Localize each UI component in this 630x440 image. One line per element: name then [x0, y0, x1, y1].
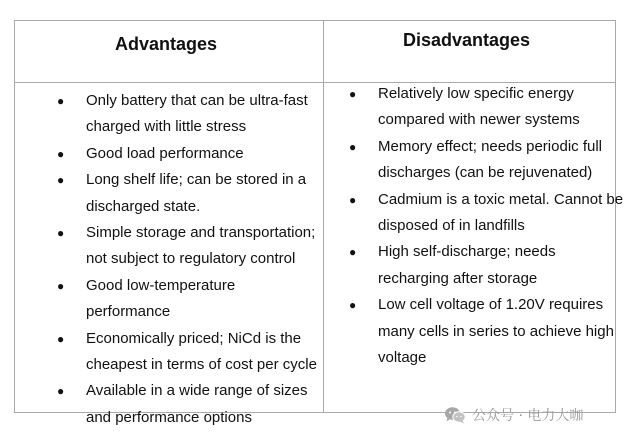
disadvantage-text: Relatively low specific energy compared with newer systems [378, 85, 580, 129]
advantages-header: Advantages [115, 34, 218, 54]
bullet-icon: ● [57, 173, 65, 188]
bullet-icon: ● [57, 331, 65, 346]
advantage-item [57, 141, 319, 167]
advantage-item [57, 273, 319, 326]
advantage-item [57, 326, 319, 379]
advantage-item [57, 88, 319, 141]
bullet-icon: ● [349, 139, 357, 154]
bullet-icon: ● [349, 87, 357, 101]
advantage-text: Simple storage and transportation; not subject to regulatory control [86, 224, 316, 268]
advantage-text: Economically priced; NiCd is the cheapest in terms of cost per cycle [86, 329, 317, 374]
bullet-icon: ● [57, 94, 65, 108]
disadvantages-header: Disadvantages [403, 30, 531, 50]
bullet-icon: ● [349, 245, 357, 260]
disadvantage-item [349, 292, 627, 371]
disadvantage-item [349, 239, 627, 292]
advantage-item [57, 378, 319, 431]
advantage-item [57, 167, 319, 220]
watermark-text: 公众号 · 电力大咖 [472, 408, 584, 424]
bullet-icon: ● [57, 278, 65, 293]
disadvantage-item [349, 187, 627, 240]
column-divider [323, 21, 324, 412]
advantage-text: Good low-temperature performance [86, 276, 236, 321]
advantages-list [57, 88, 319, 431]
bullet-icon: ● [57, 226, 65, 241]
advantage-text: Only battery that can be ultra-fast charged with little stress [86, 92, 308, 136]
bullet-icon: ● [57, 384, 65, 399]
disadvantage-text: Low cell voltage of 1.20V requires many cells in series to achieve high voltage [378, 296, 614, 367]
disadvantage-item [349, 81, 627, 134]
wechat-icon [444, 406, 466, 424]
watermark [444, 404, 583, 426]
advantage-text: Good load performance [86, 144, 244, 162]
advantage-text: Long shelf life; can be stored in a discharged state. [86, 171, 307, 215]
bullet-icon: ● [349, 192, 357, 207]
disadvantage-text: High self-discharge; needs recharging after storage [378, 243, 556, 287]
advantage-item [57, 220, 319, 273]
disadvantage-text: Memory effect; needs periodic full discharges (can be rejuvenated) [378, 137, 602, 182]
disadvantage-text: Cadmium is a toxic metal. Cannot be disposed of in landfills [378, 190, 624, 235]
bullet-icon: ● [349, 298, 357, 313]
bullet-icon: ● [57, 146, 65, 161]
advantage-text: Available in a wide range of sizes and performance options [86, 382, 308, 426]
disadvantages-list [349, 81, 627, 371]
disadvantage-item [349, 134, 627, 187]
